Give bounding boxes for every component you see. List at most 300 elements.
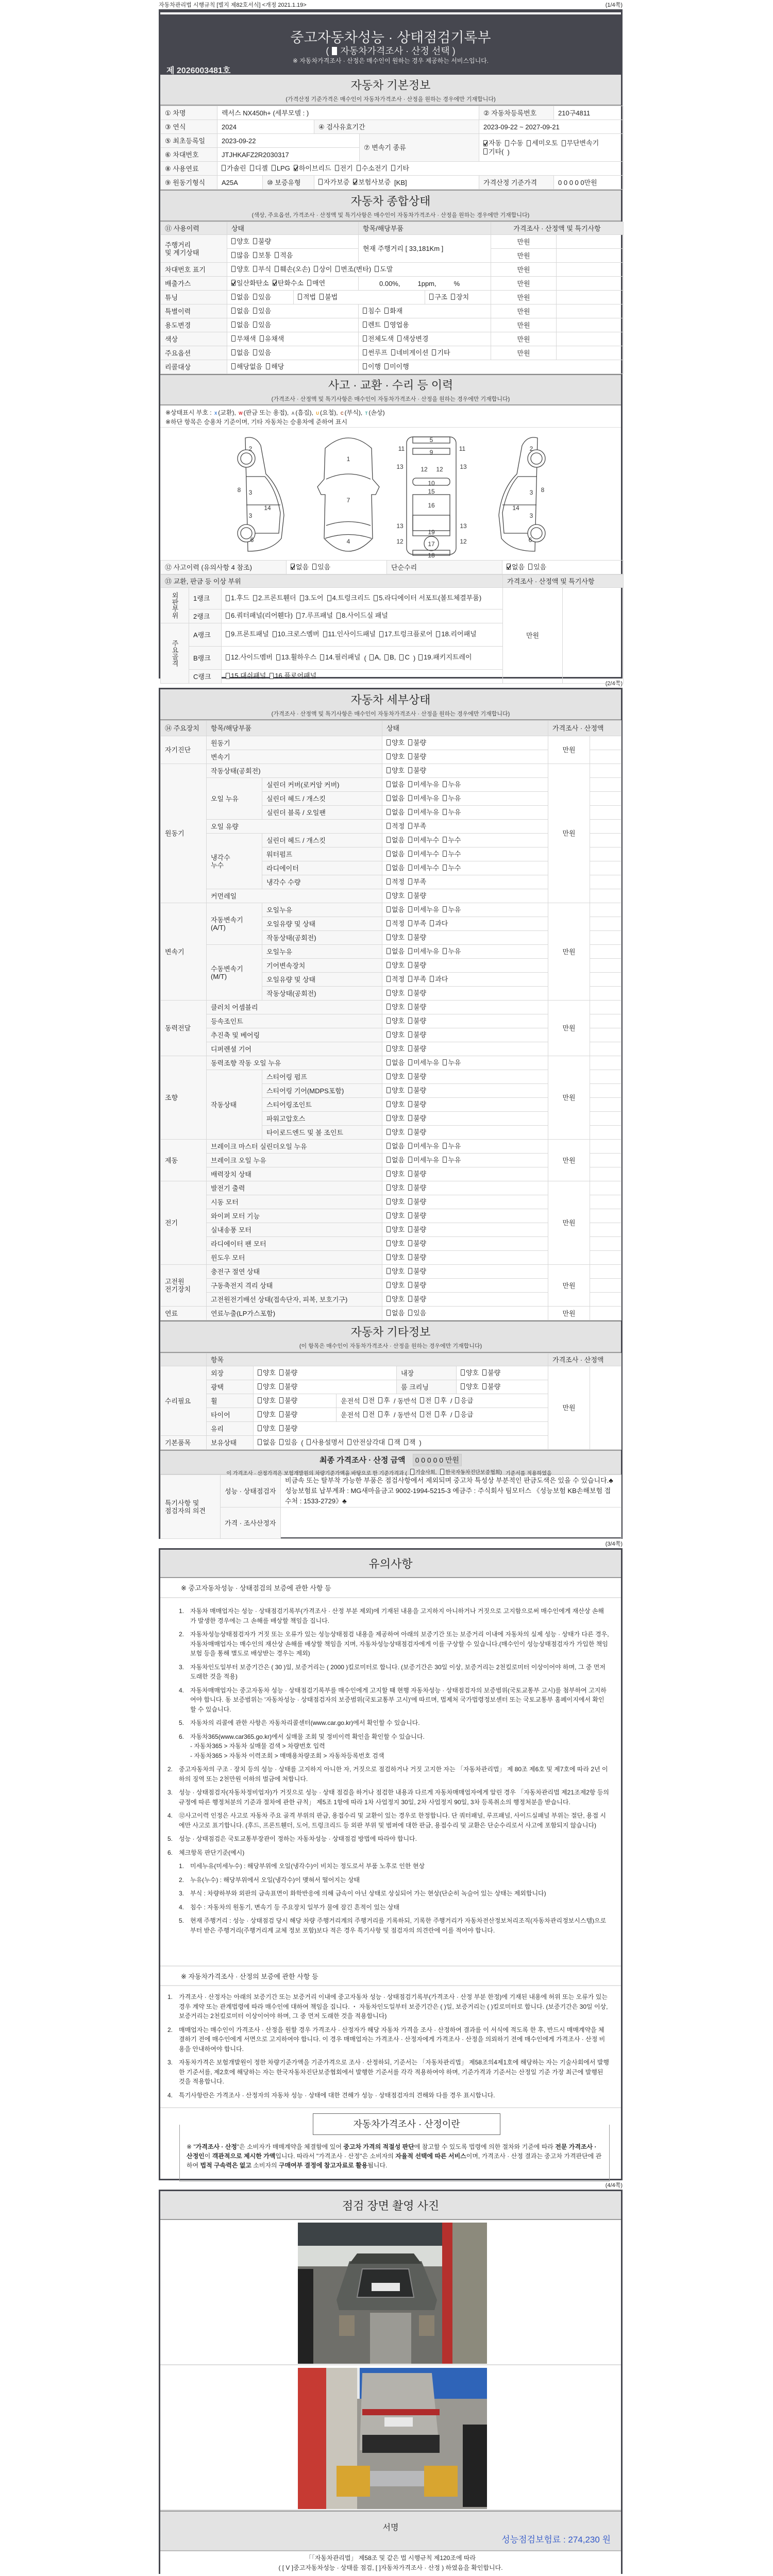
checkbox-option[interactable] xyxy=(222,164,246,172)
checkbox-option[interactable] xyxy=(408,836,439,844)
checkbox[interactable] xyxy=(386,1018,391,1024)
checkbox-option[interactable] xyxy=(320,293,338,301)
checkbox-option[interactable] xyxy=(379,629,432,639)
checkbox[interactable] xyxy=(408,1157,412,1163)
checkbox-option[interactable] xyxy=(276,652,316,663)
checkbox[interactable] xyxy=(408,1171,412,1177)
checkbox-option[interactable] xyxy=(273,629,320,639)
checkbox-option[interactable] xyxy=(307,1438,344,1446)
checkbox-option[interactable] xyxy=(253,293,271,301)
checkbox[interactable] xyxy=(408,1004,412,1010)
checkbox[interactable] xyxy=(386,1240,391,1246)
checkbox[interactable] xyxy=(363,1397,367,1403)
checkbox-option[interactable] xyxy=(291,563,309,571)
checkbox-option[interactable] xyxy=(386,753,405,760)
checkbox[interactable] xyxy=(386,1059,391,1065)
checkbox-option[interactable] xyxy=(347,1438,385,1446)
checkbox[interactable] xyxy=(408,1226,412,1232)
checkbox-option[interactable] xyxy=(408,1128,426,1136)
checkbox[interactable] xyxy=(482,1383,486,1389)
checkbox-option[interactable] xyxy=(443,1156,461,1164)
checkbox-option[interactable] xyxy=(408,1100,426,1108)
checkbox[interactable] xyxy=(386,767,391,773)
checkbox-option[interactable] xyxy=(231,307,249,315)
checkbox[interactable] xyxy=(386,920,391,926)
checkbox[interactable] xyxy=(408,1045,412,1052)
checkbox[interactable] xyxy=(275,252,279,258)
checkbox-option[interactable] xyxy=(363,363,381,370)
checkbox-option[interactable] xyxy=(253,321,271,329)
checkbox[interactable] xyxy=(386,1087,391,1093)
checkbox-option[interactable] xyxy=(430,920,448,927)
checkbox[interactable] xyxy=(327,595,331,601)
checkbox-option[interactable] xyxy=(273,279,304,287)
checkbox-option[interactable] xyxy=(279,1369,297,1377)
checkbox-option[interactable] xyxy=(408,808,439,816)
checkbox[interactable] xyxy=(408,1087,412,1093)
checkbox[interactable] xyxy=(253,595,257,601)
checkbox[interactable] xyxy=(410,1469,414,1475)
checkbox[interactable] xyxy=(408,865,412,871)
checkbox[interactable] xyxy=(258,1369,262,1376)
checkbox[interactable] xyxy=(430,976,434,982)
checkbox[interactable] xyxy=(408,892,412,899)
checkbox-option[interactable] xyxy=(231,251,249,259)
checkbox-option[interactable] xyxy=(408,961,426,969)
checkbox-option[interactable] xyxy=(436,629,476,639)
checkbox-option[interactable] xyxy=(335,265,371,273)
checkbox-option[interactable] xyxy=(226,611,293,621)
checkbox-option[interactable] xyxy=(397,335,428,343)
checkbox[interactable] xyxy=(363,321,367,328)
checkbox[interactable] xyxy=(483,148,488,155)
checkbox[interactable] xyxy=(443,1157,447,1163)
checkbox-option[interactable] xyxy=(408,989,426,997)
checkbox-option[interactable] xyxy=(231,238,249,245)
checkbox-option[interactable] xyxy=(408,1031,426,1039)
checkbox-option[interactable] xyxy=(440,1468,502,1476)
checkbox[interactable] xyxy=(320,654,324,660)
checkbox-option[interactable] xyxy=(386,1295,405,1303)
checkbox[interactable] xyxy=(432,349,436,355)
checkbox-option[interactable] xyxy=(226,629,269,639)
checkbox-option[interactable] xyxy=(404,1438,416,1446)
checkbox[interactable] xyxy=(272,165,276,171)
checkbox-option[interactable] xyxy=(323,629,376,639)
checkbox-option[interactable] xyxy=(430,975,448,983)
checkbox-option[interactable] xyxy=(408,850,439,858)
checkbox[interactable] xyxy=(386,878,391,885)
checkbox-option[interactable] xyxy=(408,794,439,802)
checkbox-option[interactable] xyxy=(408,1059,439,1066)
checkbox-option[interactable] xyxy=(298,293,316,301)
checkbox-option[interactable] xyxy=(443,1059,461,1066)
checkbox-option[interactable] xyxy=(300,593,324,603)
checkbox[interactable] xyxy=(323,631,327,637)
checkbox-option[interactable] xyxy=(258,1438,276,1446)
checkbox-option[interactable] xyxy=(408,934,426,941)
checkbox-option[interactable] xyxy=(386,1240,405,1247)
checkbox-option[interactable] xyxy=(408,920,426,927)
checkbox[interactable] xyxy=(420,1411,424,1417)
checkbox[interactable] xyxy=(273,631,277,637)
checkbox[interactable] xyxy=(258,1397,262,1403)
checkbox[interactable] xyxy=(253,294,257,300)
checkbox[interactable] xyxy=(253,238,257,244)
checkbox[interactable] xyxy=(389,1439,393,1445)
checkbox-option[interactable] xyxy=(507,563,525,571)
checkbox-option[interactable] xyxy=(386,822,405,830)
checkbox[interactable] xyxy=(408,809,412,815)
checkbox-option[interactable] xyxy=(318,178,349,186)
inspection-photo-rear[interactable] xyxy=(298,2368,487,2509)
checkbox[interactable] xyxy=(260,335,264,342)
checkbox[interactable] xyxy=(386,906,391,912)
checkbox-option[interactable] xyxy=(408,1003,426,1011)
checkbox-option[interactable] xyxy=(250,164,268,172)
checkbox-option[interactable] xyxy=(386,781,405,788)
checkbox[interactable] xyxy=(226,613,230,619)
checkbox-option[interactable] xyxy=(369,652,381,663)
checkbox[interactable] xyxy=(408,920,412,926)
checkbox[interactable] xyxy=(386,753,391,759)
checkbox[interactable] xyxy=(408,1059,412,1065)
checkbox[interactable] xyxy=(384,363,389,369)
checkbox-option[interactable] xyxy=(505,139,523,147)
checkbox-option[interactable] xyxy=(314,265,332,273)
checkbox-option[interactable] xyxy=(275,265,310,273)
checkbox[interactable] xyxy=(408,1115,412,1121)
checkbox[interactable] xyxy=(404,1439,408,1445)
checkbox[interactable] xyxy=(231,252,236,258)
checkbox[interactable] xyxy=(443,948,447,954)
checkbox-option[interactable] xyxy=(386,975,405,983)
checkbox[interactable] xyxy=(312,564,316,570)
checkbox-option[interactable] xyxy=(408,1017,426,1025)
checkbox[interactable] xyxy=(408,1184,412,1191)
checkbox[interactable] xyxy=(296,613,300,619)
checkbox[interactable] xyxy=(408,878,412,885)
checkbox-option[interactable] xyxy=(386,1031,405,1039)
checkbox[interactable] xyxy=(320,294,324,300)
checkbox-option[interactable] xyxy=(386,961,405,969)
checkbox[interactable] xyxy=(443,781,447,787)
checkbox-option[interactable] xyxy=(279,1425,297,1432)
checkbox[interactable] xyxy=(443,1059,447,1065)
checkbox-option[interactable] xyxy=(386,1114,405,1122)
checkbox-option[interactable] xyxy=(258,1425,276,1432)
checkbox-option[interactable] xyxy=(386,934,405,941)
checkbox-option[interactable] xyxy=(443,850,461,858)
checkbox[interactable] xyxy=(279,1425,283,1431)
checkbox[interactable] xyxy=(250,165,254,171)
checkbox[interactable] xyxy=(408,1073,412,1079)
checkbox-option[interactable] xyxy=(231,349,249,357)
checkbox-option[interactable] xyxy=(386,767,405,774)
checkbox[interactable] xyxy=(318,179,323,185)
checkbox-option[interactable] xyxy=(408,1184,426,1192)
checkbox-option[interactable] xyxy=(408,1198,426,1206)
checkbox[interactable] xyxy=(363,335,367,342)
checkbox-option[interactable] xyxy=(386,1059,405,1066)
checkbox-option[interactable] xyxy=(562,139,599,147)
checkbox[interactable] xyxy=(436,631,440,637)
checkbox-option[interactable] xyxy=(455,1397,473,1404)
checkbox[interactable] xyxy=(386,1143,391,1149)
checkbox[interactable] xyxy=(408,948,412,954)
checkbox-option[interactable] xyxy=(408,947,439,955)
checkbox[interactable] xyxy=(279,1397,283,1403)
checkbox[interactable] xyxy=(258,1383,262,1389)
checkbox-option[interactable] xyxy=(391,164,409,172)
checkbox[interactable] xyxy=(253,321,257,328)
checkbox-option[interactable] xyxy=(231,265,249,273)
checkbox[interactable] xyxy=(253,252,257,258)
checkbox[interactable] xyxy=(408,1129,412,1135)
checkbox[interactable] xyxy=(397,335,401,342)
checkbox[interactable] xyxy=(258,1411,262,1417)
checkbox[interactable] xyxy=(399,654,404,660)
checkbox[interactable] xyxy=(258,1425,262,1431)
checkbox[interactable] xyxy=(408,906,412,912)
checkbox[interactable] xyxy=(386,1282,391,1288)
checkbox-option[interactable] xyxy=(461,1369,479,1377)
checkbox[interactable] xyxy=(420,1397,424,1403)
checkbox[interactable] xyxy=(408,767,412,773)
checkbox[interactable] xyxy=(408,1282,412,1288)
checkbox[interactable] xyxy=(386,948,391,954)
checkbox[interactable] xyxy=(231,308,236,314)
checkbox-option[interactable] xyxy=(408,1253,426,1261)
checkbox-option[interactable] xyxy=(307,279,325,287)
checkbox[interactable] xyxy=(482,1369,486,1376)
checkbox[interactable] xyxy=(408,1018,412,1024)
checkbox-checked[interactable] xyxy=(483,140,488,146)
checkbox[interactable] xyxy=(408,781,412,787)
checkbox[interactable] xyxy=(386,934,391,940)
checkbox-option[interactable] xyxy=(429,293,447,301)
checkbox[interactable] xyxy=(231,363,236,369)
checkbox[interactable] xyxy=(298,294,302,300)
checkbox-option[interactable] xyxy=(253,349,271,357)
checkbox-option[interactable] xyxy=(279,1397,297,1404)
checkbox-option[interactable] xyxy=(386,1226,405,1233)
checkbox[interactable] xyxy=(408,739,412,745)
checkbox[interactable] xyxy=(386,1045,391,1052)
checkbox[interactable] xyxy=(347,1439,351,1445)
checkbox-checked[interactable] xyxy=(507,564,511,570)
checkbox-option[interactable] xyxy=(353,178,391,186)
checkbox[interactable] xyxy=(391,165,395,171)
checkbox-option[interactable] xyxy=(432,349,450,357)
checkbox[interactable] xyxy=(386,962,391,968)
checkbox[interactable] xyxy=(337,613,341,619)
checkbox[interactable] xyxy=(386,1310,391,1316)
checkbox-option[interactable] xyxy=(378,1397,390,1404)
checkbox[interactable] xyxy=(384,654,389,660)
checkbox-option[interactable] xyxy=(443,808,461,816)
checkbox[interactable] xyxy=(408,1212,412,1218)
checkbox[interactable] xyxy=(435,1397,439,1403)
checkbox[interactable] xyxy=(386,1171,391,1177)
checkbox[interactable] xyxy=(386,1004,391,1010)
checkbox[interactable] xyxy=(231,321,236,328)
checkbox-option[interactable] xyxy=(483,148,503,156)
checkbox[interactable] xyxy=(253,308,257,314)
checkbox[interactable] xyxy=(307,280,311,286)
checkbox[interactable] xyxy=(363,1411,367,1417)
checkbox-option[interactable] xyxy=(386,1309,405,1317)
checkbox-option[interactable] xyxy=(386,1073,405,1080)
checkbox[interactable] xyxy=(363,349,367,355)
checkbox-option[interactable] xyxy=(386,1017,405,1025)
checkbox-option[interactable] xyxy=(386,1212,405,1219)
checkbox[interactable] xyxy=(357,165,361,171)
checkbox-option[interactable] xyxy=(266,363,284,370)
checkbox[interactable] xyxy=(226,673,230,679)
checkbox-option[interactable] xyxy=(384,363,409,370)
checkbox[interactable] xyxy=(226,595,230,601)
checkbox-checked[interactable] xyxy=(353,179,357,185)
checkbox[interactable] xyxy=(279,1383,283,1389)
checkbox-option[interactable] xyxy=(260,335,284,343)
checkbox-option[interactable] xyxy=(226,593,249,603)
checkbox[interactable] xyxy=(279,1369,283,1376)
checkbox[interactable] xyxy=(430,920,434,926)
checkbox[interactable] xyxy=(386,837,391,843)
checkbox-option[interactable] xyxy=(408,1087,426,1094)
checkbox-option[interactable] xyxy=(327,593,371,603)
checkbox[interactable] xyxy=(408,976,412,982)
checkbox-option[interactable] xyxy=(386,808,405,816)
checkbox[interactable] xyxy=(435,1411,439,1417)
checkbox-option[interactable] xyxy=(386,1267,405,1275)
checkbox[interactable] xyxy=(443,809,447,815)
checkbox[interactable] xyxy=(226,654,230,660)
checkbox[interactable] xyxy=(461,1369,465,1376)
checkbox[interactable] xyxy=(386,892,391,899)
checkbox[interactable] xyxy=(408,753,412,759)
checkbox-option[interactable] xyxy=(420,1397,432,1404)
checkbox-option[interactable] xyxy=(374,593,481,603)
checkbox-option[interactable] xyxy=(294,164,331,172)
checkbox[interactable] xyxy=(386,795,391,801)
checkbox[interactable] xyxy=(270,673,274,679)
checkbox-option[interactable] xyxy=(408,781,439,788)
checkbox[interactable] xyxy=(408,990,412,996)
checkbox-checked[interactable] xyxy=(291,564,295,570)
checkbox[interactable] xyxy=(408,962,412,968)
checkbox[interactable] xyxy=(253,266,257,272)
checkbox[interactable] xyxy=(386,865,391,871)
checkbox-option[interactable] xyxy=(363,335,394,343)
checkbox-option[interactable] xyxy=(408,1309,426,1317)
checkbox[interactable] xyxy=(408,1254,412,1260)
checkbox-option[interactable] xyxy=(363,1397,375,1404)
checkbox-option[interactable] xyxy=(389,1438,400,1446)
checkbox-option[interactable] xyxy=(386,850,405,858)
checkbox[interactable] xyxy=(386,1268,391,1274)
checkbox-option[interactable] xyxy=(386,1281,405,1289)
checkbox[interactable] xyxy=(386,809,391,815)
checkbox[interactable] xyxy=(386,1296,391,1302)
checkbox[interactable] xyxy=(386,851,391,857)
checkbox-option[interactable] xyxy=(357,164,388,172)
checkbox-option[interactable] xyxy=(384,321,409,329)
checkbox-option[interactable] xyxy=(386,906,405,913)
checkbox-option[interactable] xyxy=(258,1383,276,1391)
checkbox[interactable] xyxy=(408,1310,412,1316)
checkbox[interactable] xyxy=(408,1143,412,1149)
checkbox[interactable] xyxy=(451,294,455,300)
checkbox[interactable] xyxy=(443,906,447,912)
checkbox[interactable] xyxy=(386,976,391,982)
checkbox-option[interactable] xyxy=(408,767,426,774)
checkbox[interactable] xyxy=(226,631,230,637)
inspection-photo-front[interactable] xyxy=(298,2223,487,2364)
checkbox-option[interactable] xyxy=(482,1383,500,1391)
checkbox[interactable] xyxy=(231,266,236,272)
checkbox[interactable] xyxy=(307,1439,311,1445)
checkbox-option[interactable] xyxy=(231,279,269,287)
checkbox-option[interactable] xyxy=(408,1142,439,1150)
checkbox-option[interactable] xyxy=(443,781,461,788)
checkbox-option[interactable] xyxy=(386,1253,405,1261)
checkbox[interactable] xyxy=(378,1411,382,1417)
checkbox-option[interactable] xyxy=(408,975,426,983)
checkbox-option[interactable] xyxy=(231,363,262,370)
checkbox[interactable] xyxy=(386,1212,391,1218)
checkbox[interactable] xyxy=(527,140,531,146)
checkbox-option[interactable] xyxy=(378,1411,390,1418)
checkbox[interactable] xyxy=(386,1129,391,1135)
checkbox-option[interactable] xyxy=(258,1397,276,1404)
checkbox-option[interactable] xyxy=(386,1128,405,1136)
checkbox-option[interactable] xyxy=(399,652,409,663)
checkbox[interactable] xyxy=(443,837,447,843)
checkbox-option[interactable] xyxy=(270,671,316,681)
checkbox[interactable] xyxy=(374,595,378,601)
checkbox[interactable] xyxy=(279,1439,283,1445)
checkbox[interactable] xyxy=(386,1101,391,1107)
checkbox[interactable] xyxy=(455,1397,459,1403)
checkbox-option[interactable] xyxy=(408,878,426,886)
checkbox[interactable] xyxy=(335,266,340,272)
checkbox[interactable] xyxy=(408,1031,412,1038)
checkbox-option[interactable] xyxy=(408,906,439,913)
checkbox[interactable] xyxy=(386,1157,391,1163)
checkbox-option[interactable] xyxy=(443,947,461,955)
checkbox-option[interactable] xyxy=(408,1226,426,1233)
checkbox[interactable] xyxy=(386,1184,391,1191)
checkbox-option[interactable] xyxy=(408,1156,439,1164)
checkbox-option[interactable] xyxy=(258,1369,276,1377)
checkbox[interactable] xyxy=(443,865,447,871)
checkbox-option[interactable] xyxy=(527,139,558,147)
checkbox-option[interactable] xyxy=(408,892,426,900)
checkbox[interactable] xyxy=(300,595,304,601)
checkbox-option[interactable] xyxy=(231,321,249,329)
checkbox-option[interactable] xyxy=(386,920,405,927)
checkbox[interactable] xyxy=(386,1254,391,1260)
checkbox-option[interactable] xyxy=(386,947,405,955)
checkbox-option[interactable] xyxy=(384,652,396,663)
checkbox-option[interactable] xyxy=(443,794,461,802)
checkbox-option[interactable] xyxy=(443,864,461,872)
checkbox-option[interactable] xyxy=(386,1170,405,1178)
checkbox-option[interactable] xyxy=(320,652,360,663)
checkbox[interactable] xyxy=(408,1296,412,1302)
